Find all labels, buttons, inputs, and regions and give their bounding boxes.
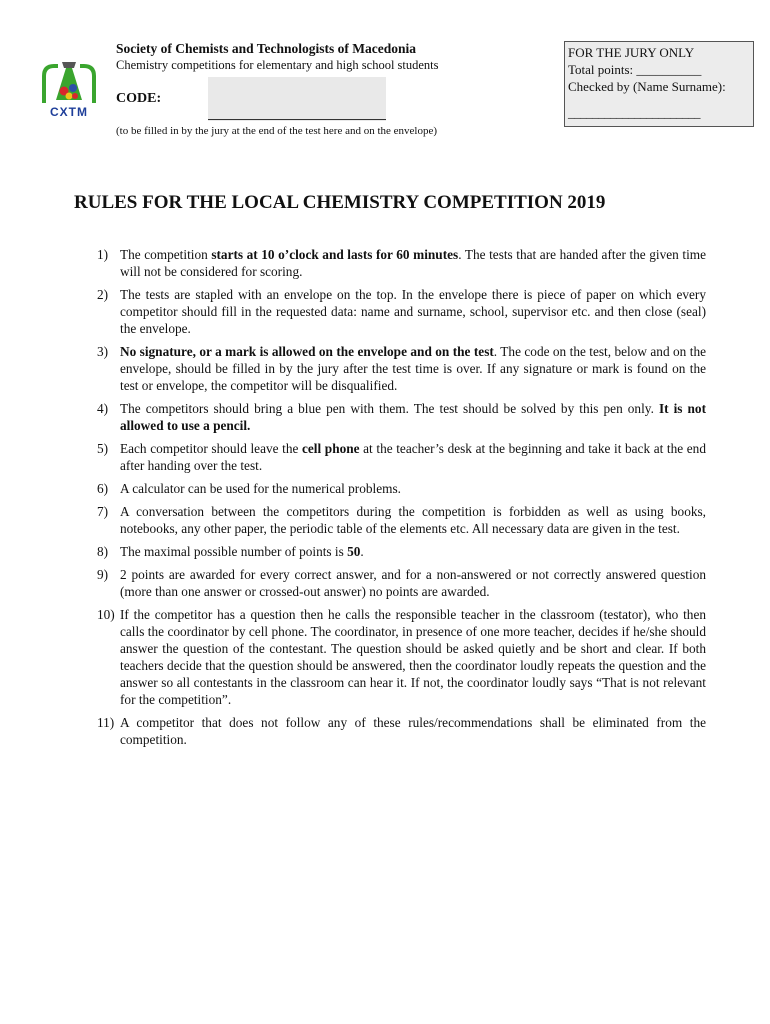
logo-text: CXTM — [50, 105, 88, 119]
rule-text — [120, 714, 706, 748]
rule-item — [97, 543, 706, 560]
rule-item — [97, 246, 706, 280]
rule-number: 11) — [97, 715, 115, 730]
rule-text — [120, 343, 706, 394]
rule-item — [97, 440, 706, 474]
rule-text-segment: The competitors should bring a blue pen with them. The test should be solved by this pen only. — [120, 401, 659, 416]
rule-item — [97, 343, 706, 394]
rule-text-segment: A competitor that does not follow any of these rules/recommendations shall be eliminated from the competition. — [120, 715, 706, 747]
rule-number: 7) — [97, 504, 109, 519]
rule-text — [120, 503, 706, 537]
rule-text-segment: . The tests that are handed after the given time will not be considered for scoring. — [120, 247, 707, 279]
rule-text-bold: It is not allowed to use a pencil. — [120, 401, 707, 433]
rule-text-segment: 2 points are awarded for every correct answer, and for a non-answered or not correctly answered question (more than one answer or crossed-out answer) no points are awarded. — [120, 567, 706, 599]
rule-text — [120, 286, 706, 337]
rule-text — [120, 566, 706, 600]
rule-text — [120, 480, 706, 497]
rule-item — [97, 286, 706, 337]
rule-text-segment: . The code on the test, below and on the envelope, should be filled in by the jury after the test time is over. If any signature or mark is found on the test or envelope, the competitor will be disqualified. — [120, 344, 706, 393]
rule-text — [120, 606, 706, 708]
rule-item — [97, 714, 706, 748]
rule-text-segment: at the teacher’s desk at the beginning and take it back at the end after handing over the test. — [120, 441, 706, 473]
rule-text-segment: Each competitor should leave the — [120, 441, 302, 456]
jury-box — [564, 41, 754, 127]
page-title: RULES FOR THE LOCAL CHEMISTRY COMPETITION 2019 — [74, 192, 606, 213]
rule-number: 8) — [97, 544, 109, 559]
rule-text-segment: A calculator can be used for the numerical problems. — [120, 481, 401, 496]
rule-text — [120, 440, 706, 474]
rule-text-segment: The competition — [120, 247, 212, 262]
rule-text-bold: cell phone — [302, 441, 360, 456]
total-points-field: Total points: __________ — [568, 62, 702, 77]
rule-text-bold: 50 — [347, 544, 361, 559]
rule-text — [120, 246, 706, 280]
rule-number: 6) — [97, 481, 109, 496]
code-field[interactable] — [208, 77, 386, 121]
jury-title: FOR THE JURY ONLY — [568, 45, 695, 60]
rule-number: 5) — [97, 441, 109, 456]
code-note: (to be filled in by the jury at the end of the test here and on the envelope) — [116, 125, 438, 137]
rule-number: 1) — [97, 247, 109, 262]
rule-text-bold: starts at 10 o’clock and lasts for 60 minutes — [211, 247, 459, 262]
rule-item — [97, 606, 706, 708]
rule-item — [97, 400, 706, 434]
rule-item — [97, 480, 706, 497]
rule-text-segment: The tests are stapled with an envelope on the top. In the envelope there is piece of paper on which every competitor should fill in the requested data: name and surname, school, supervisor etc. and then close (seal) the envelope. — [120, 287, 706, 336]
rule-text — [120, 543, 706, 560]
code-label: CODE: — [116, 91, 162, 106]
rule-item — [97, 503, 706, 537]
rule-text-segment: The maximal possible number of points is — [120, 544, 348, 559]
rule-number: 10) — [97, 607, 115, 622]
rule-text-bold: No signature, or a mark is allowed on the envelope and on the test — [120, 344, 494, 359]
organization-subtitle: Chemistry competitions for elementary and high school students — [116, 58, 439, 72]
rule-number: 4) — [97, 401, 109, 416]
rule-text-segment: If the competitor has a question then he calls the responsible teacher in the classroom (testator), who then calls the coordinator by cell phone. The coordinator, in presence of one more teacher, decides if he/she should answer the question of the contestant. The question should be asked quietly and be short and clear. If both teachers decide that the question should be answered, then the coordinator loudly repeats the question and the answer so all contestants in the classroom can hear it. If not, the coordinator loudly says “That is not relevant for the competition”. — [120, 607, 706, 707]
rule-item — [97, 566, 706, 600]
rule-number: 3) — [97, 344, 109, 359]
rule-number: 2) — [97, 287, 109, 302]
organization-name: Society of Chemists and Technologists of Macedonia — [116, 41, 417, 56]
code-underline — [208, 119, 386, 120]
rule-number: 9) — [97, 567, 109, 582]
signature-line: ______________________ — [568, 105, 700, 120]
cxtm-logo — [38, 58, 100, 120]
rule-text-segment: A conversation between the competitors during the competition is forbidden as well as using books, notebooks, any other paper, the periodic table of the elements etc. All necessary data are given in the test. — [120, 504, 706, 536]
rule-text — [120, 400, 706, 434]
checked-by-label: Checked by (Name Surname): — [568, 79, 726, 94]
rules-list — [97, 246, 706, 754]
rule-text-segment: . — [360, 544, 364, 559]
